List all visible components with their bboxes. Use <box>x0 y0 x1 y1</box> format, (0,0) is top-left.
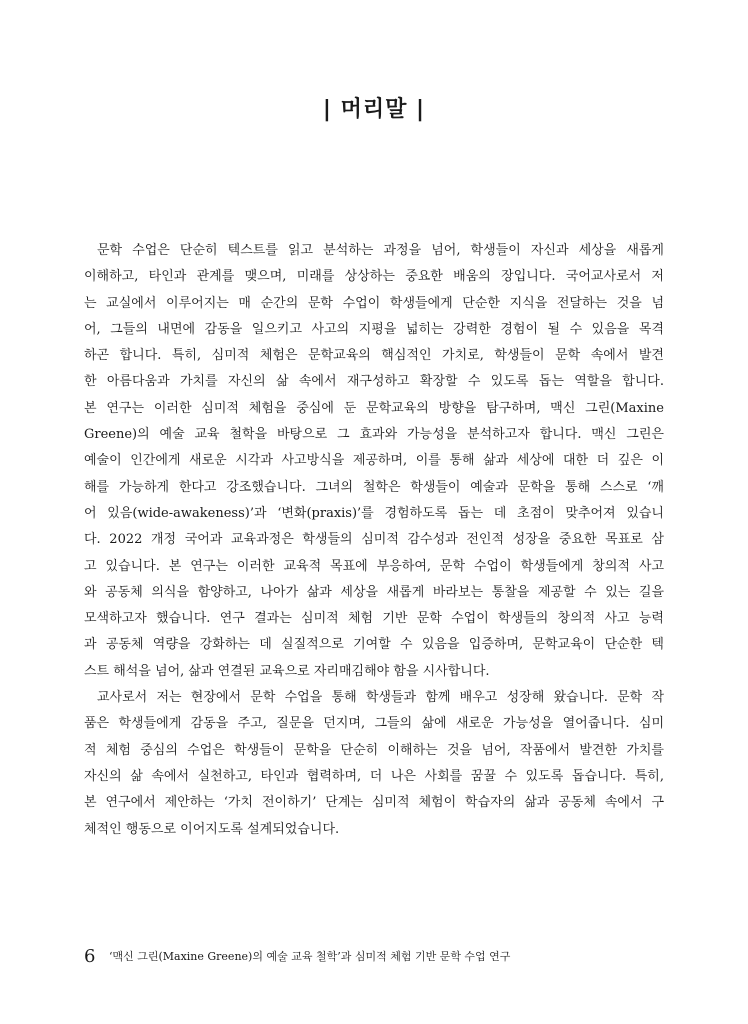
text-line: 모색하고자 했습니다. 연구 결과는 심미적 체험 기반 문학 수업이 학생들의 창의적 사고 능력 <box>84 611 664 627</box>
page-title: | 머리말 | <box>322 97 426 122</box>
text-line: 문학 수업은 단순히 텍스트를 읽고 분석하는 과정을 넘어, 학생들이 자신과 세상을 새롭게 <box>97 243 664 258</box>
page-footer <box>84 946 510 967</box>
text-line: 품은 학생들에게 감동을 주고, 질문을 던지며, 그들의 삶에 새로운 가능성을 열어줍니다. 심미 <box>84 716 664 732</box>
text-line: 하곤 합니다. 특히, 심미적 체험은 문학교육의 핵심적인 가치로, 학생들이 문학 속에서 발견 <box>84 348 664 364</box>
text-line: 와 공동체 의식을 함양하고, 나아가 삶과 세상을 새롭게 바라보는 통찰을 제공할 수 있는 길을 <box>84 584 664 600</box>
text-line: 다. 2022 개정 국어과 교육과정은 학생들의 심미적 감수성과 전인적 성장을 중요한 목표로 삼 <box>84 532 664 548</box>
text-line: 는 교실에서 이루어지는 매 순간의 문학 수업이 학생들에게 단순한 지식을 전달하는 것을 넘 <box>84 295 664 311</box>
text-line: 예술이 인간에게 새로운 시각과 사고방식을 제공하며, 이를 통해 삶과 세상에 대한 더 깊은 이 <box>84 453 664 469</box>
text-line: 체적인 행동으로 이어지도록 설계되었습니다. <box>84 821 340 837</box>
text-line: 스트 해석을 넘어, 삶과 연결된 교육으로 자리매김해야 함을 시사합니다. <box>84 663 490 679</box>
page-number: 6 <box>84 946 96 967</box>
text-line: 어, 그들의 내면에 감동을 일으키고 사고의 지평을 넓히는 강력한 경험이 될 수 있음을 목격 <box>84 321 664 337</box>
running-title: ‘맥신 그린(Maxine Greene)의 예술 교육 철학’과 심미적 체험 기반 문학 수업 연구 <box>108 950 511 963</box>
text-line: 본 연구는 이러한 심미적 체험을 중심에 둔 문학교육의 방향을 탐구하며, 맥신 그린(Maxine <box>84 400 664 416</box>
text-line: 이해하고, 타인과 관계를 맺으며, 미래를 상상하는 중요한 배움의 장입니다. 국어교사로서 저 <box>84 269 664 285</box>
preface-body <box>84 238 664 843</box>
text-line: 어 있음(wide-awakeness)’과 ‘변화(praxis)’를 경험하도록 돕는 데 초점이 맞추어져 있습니 <box>84 505 664 521</box>
text-line: 자신의 삶 속에서 실천하고, 타인과 협력하며, 더 나은 사회를 꿈꿀 수 있도록 돕습니다. 특히, <box>84 768 664 784</box>
text-line: Greene)의 예술 교육 철학을 바탕으로 그 효과와 가능성을 분석하고자 합니다. 맥신 그린은 <box>84 427 664 443</box>
paragraph-1 <box>84 238 664 685</box>
text-line: 해를 가능하게 한다고 강조했습니다. 그녀의 철학은 학생들이 예술과 문학을 통해 스스로 ‘깨 <box>84 479 664 495</box>
text-line: 과 공동체 역량을 강화하는 데 실질적으로 기여할 수 있음을 입증하며, 문학교육이 단순한 텍 <box>84 637 664 653</box>
text-line: 한 아름다움과 가치를 자신의 삶 속에서 재구성하고 확장할 수 있도록 돕는 역할을 합니다. <box>84 374 664 390</box>
text-line: 적 체험 중심의 수업은 학생들이 문학을 단순히 이해하는 것을 넘어, 작품에서 발견한 가치를 <box>84 742 664 758</box>
paragraph-2 <box>84 685 664 843</box>
text-line: 교사로서 저는 현장에서 문학 수업을 통해 학생들과 함께 배우고 성장해 왔습니다. 문학 작 <box>97 690 664 706</box>
text-line: 본 연구에서 제안하는 ‘가치 전이하기’ 단계는 심미적 체험이 학습자의 삶과 공동체 속에서 구 <box>84 795 664 811</box>
text-line: 고 있습니다. 본 연구는 이러한 교육적 목표에 부응하여, 문학 수업이 학생들에게 창의적 사고 <box>84 558 664 574</box>
